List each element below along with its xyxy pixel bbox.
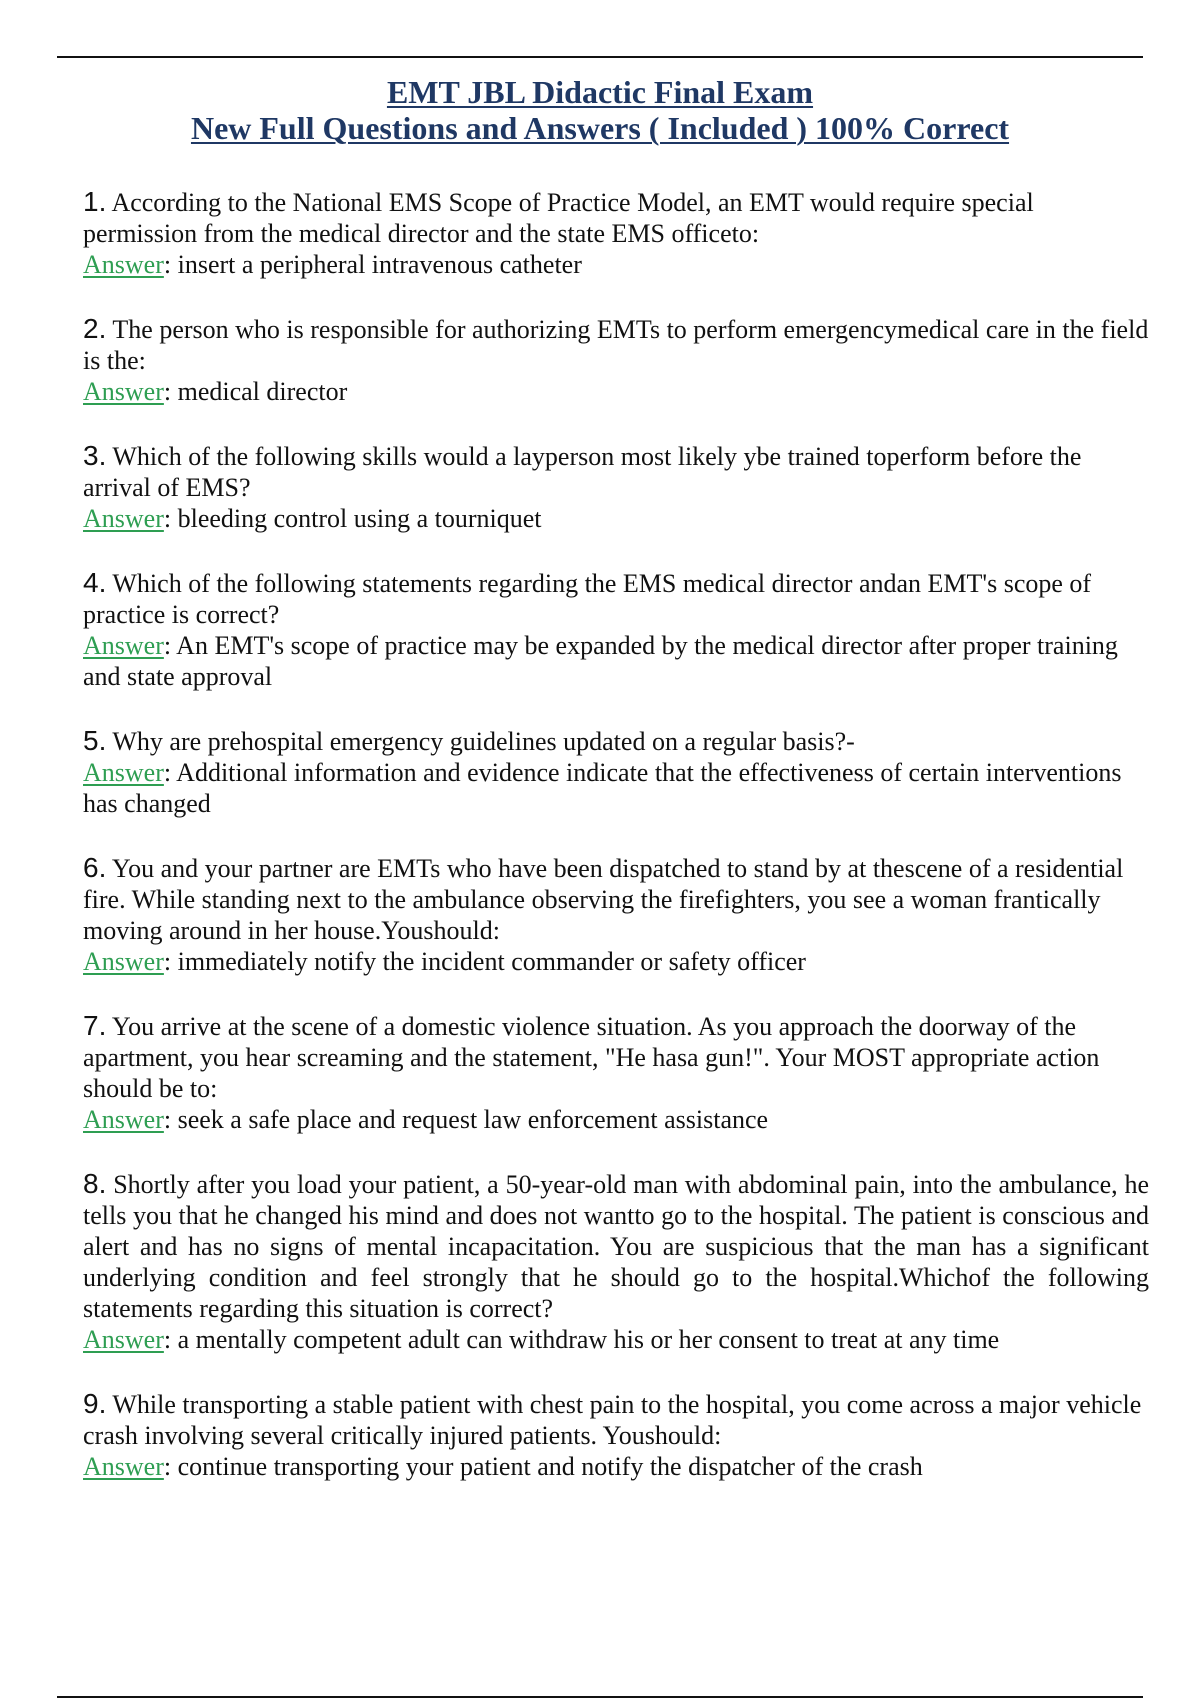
answer-text: immediately notify the incident commander or safety officer bbox=[177, 947, 806, 976]
answer-line: Answer: insert a peripheral intravenous catheter bbox=[83, 250, 582, 279]
answer-text: An EMT's scope of practice may be expanded by the medical director after proper training and state approval bbox=[83, 631, 1118, 691]
answer-line: Answer: bleeding control using a tourniquet bbox=[83, 504, 542, 533]
answer-label: Answer bbox=[83, 1325, 164, 1354]
answer-text: Additional information and evidence indicate that the effectiveness of certain interventions has changed bbox=[83, 758, 1122, 818]
question-body: You and your partner are EMTs who have been dispatched to stand by at thescene of a residential fire. While standing next to the ambulance observing the firefighters, you see a woman frantically moving around in her house.Youshould: bbox=[83, 854, 1124, 945]
document-subtitle: New Full Questions and Answers ( Included ) 100% Correct bbox=[190, 110, 1010, 146]
answer-line: Answer: medical director bbox=[83, 377, 348, 406]
question-number: 4. bbox=[83, 567, 107, 598]
question-text bbox=[83, 567, 1149, 630]
question-number: 6. bbox=[83, 852, 107, 883]
question-body: Which of the following skills would a layperson most likely ybe trained toperform before the arrival of EMS? bbox=[83, 442, 1082, 502]
question-text bbox=[83, 186, 1149, 249]
answer-text: continue transporting your patient and notify the dispatcher of the crash bbox=[177, 1452, 923, 1481]
question-item-5 bbox=[83, 725, 1149, 819]
answer-text: a mentally competent adult can withdraw his or her consent to treat at any time bbox=[177, 1325, 1000, 1354]
question-item-2 bbox=[83, 313, 1149, 407]
question-item-3 bbox=[83, 440, 1149, 534]
question-text bbox=[83, 852, 1149, 946]
question-body: You arrive at the scene of a domestic violence situation. As you approach the doorway of the apartment, you hear screaming and the statement, "He hasa gun!". Your MOST appropriate action should be to: bbox=[83, 1012, 1100, 1103]
answer-label: Answer bbox=[83, 1105, 164, 1134]
question-body: Which of the following statements regarding the EMS medical director andan EMT's scope of practice is correct? bbox=[83, 569, 1092, 629]
question-body: While transporting a stable patient with chest pain to the hospital, you come across a major vehicle crash involving several critically injured patients. Youshould: bbox=[83, 1390, 1142, 1450]
answer-label: Answer bbox=[83, 1452, 164, 1481]
question-text bbox=[83, 1168, 1149, 1324]
question-item-8 bbox=[83, 1168, 1149, 1355]
question-number: 9. bbox=[83, 1388, 107, 1419]
answer-text: insert a peripheral intravenous catheter bbox=[177, 250, 582, 279]
question-body: According to the National EMS Scope of Practice Model, an EMT would require special permission from the medical director and the state EMS officeto: bbox=[83, 188, 1034, 248]
question-text bbox=[83, 725, 1149, 757]
bottom-rule bbox=[57, 1696, 1143, 1698]
question-item-1 bbox=[83, 186, 1149, 280]
question-list bbox=[83, 186, 1149, 1515]
question-text bbox=[83, 313, 1149, 376]
answer-label: Answer bbox=[83, 377, 164, 406]
answer-text: seek a safe place and request law enforcement assistance bbox=[177, 1105, 769, 1134]
answer-label: Answer bbox=[83, 758, 164, 787]
question-text bbox=[83, 1010, 1149, 1104]
question-body: Why are prehospital emergency guidelines updated on a regular basis?- bbox=[112, 727, 855, 756]
question-item-9 bbox=[83, 1388, 1149, 1482]
question-number: 5. bbox=[83, 725, 107, 756]
question-item-7 bbox=[83, 1010, 1149, 1135]
answer-line: Answer: An EMT's scope of practice may be expanded by the medical director after proper training and state approval bbox=[83, 631, 1118, 691]
top-rule bbox=[57, 56, 1143, 58]
document-title: EMT JBL Didactic Final Exam bbox=[386, 74, 814, 110]
answer-line: Answer: continue transporting your patient and notify the dispatcher of the crash bbox=[83, 1452, 923, 1481]
question-number: 3. bbox=[83, 440, 107, 471]
question-number: 1. bbox=[83, 186, 107, 217]
answer-line: Answer: a mentally competent adult can withdraw his or her consent to treat at any time bbox=[83, 1325, 1000, 1354]
answer-text: medical director bbox=[177, 377, 348, 406]
question-number: 2. bbox=[83, 313, 107, 344]
question-body: The person who is responsible for authorizing EMTs to perform emergencymedical care in the field is the: bbox=[83, 315, 1149, 375]
question-text bbox=[83, 440, 1149, 503]
answer-text: bleeding control using a tourniquet bbox=[177, 504, 542, 533]
question-body: Shortly after you load your patient, a 50-year-old man with abdominal pain, into the ambulance, he tells you that he changed his mind and does not wantto go to the hospital. The patient is conscious and alert and has no signs of mental incapacitation. You are suspicious that the man has a significant underlying condition and feel strongly that he should go to the hospital.Whichof the following statements regarding this situation is correct? bbox=[83, 1170, 1149, 1323]
question-text bbox=[83, 1388, 1149, 1451]
answer-label: Answer bbox=[83, 947, 164, 976]
question-item-6 bbox=[83, 852, 1149, 977]
answer-line: Answer: Additional information and evidence indicate that the effectiveness of certain interventions has changed bbox=[83, 758, 1122, 818]
question-item-4 bbox=[83, 567, 1149, 692]
question-number: 7. bbox=[83, 1010, 107, 1041]
question-number: 8. bbox=[83, 1168, 107, 1199]
answer-line: Answer: immediately notify the incident commander or safety officer bbox=[83, 947, 806, 976]
answer-label: Answer bbox=[83, 250, 164, 279]
answer-label: Answer bbox=[83, 504, 164, 533]
document-header bbox=[0, 74, 1200, 146]
answer-label: Answer bbox=[83, 631, 164, 660]
answer-line: Answer: seek a safe place and request law enforcement assistance bbox=[83, 1105, 769, 1134]
